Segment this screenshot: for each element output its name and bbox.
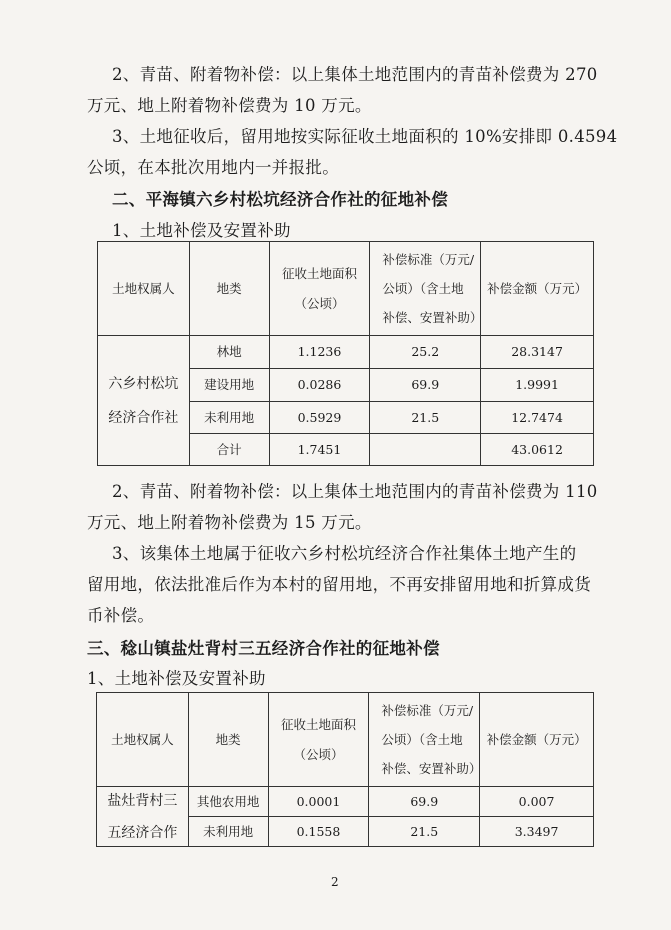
header-area bbox=[269, 242, 370, 336]
row-type: 其他农用地 bbox=[188, 787, 268, 817]
para-3-line-1: 2、青苗、附着物补偿：以上集体土地范围内的青苗补偿费为 110 bbox=[112, 482, 598, 501]
owner-line-2: 五经济合作 bbox=[107, 824, 178, 841]
para-4-line-3: 币补偿。 bbox=[87, 606, 155, 625]
para-1-line-2: 万元、地上附着物补偿费为 10 万元。 bbox=[87, 96, 372, 115]
row-standard: 21.5 bbox=[370, 402, 481, 434]
header-amount: 补偿金额（万元） bbox=[481, 242, 594, 336]
header-standard-line-1: 补偿标准（万元/ bbox=[382, 251, 475, 267]
total-standard bbox=[370, 434, 481, 466]
header-owner: 土地权属人 bbox=[98, 242, 190, 336]
header-standard-line-3: 补偿、安置补助） bbox=[382, 309, 483, 325]
row-amount: 1.9991 bbox=[481, 369, 594, 402]
total-amount: 43.0612 bbox=[481, 434, 594, 466]
row-area: 0.1558 bbox=[268, 817, 369, 847]
para-2-line-1: 3、土地征收后，留用地按实际征收土地面积的 10%安排即 0.4594 bbox=[112, 127, 618, 146]
row-area: 0.5929 bbox=[269, 402, 370, 434]
header-area-line-1: 征收土地面积 bbox=[280, 716, 356, 732]
row-type: 未利用地 bbox=[188, 817, 268, 847]
section-3-heading: 三、稔山镇盐灶背村三五经济合作社的征地补偿 bbox=[87, 639, 440, 658]
para-3-line-2: 万元、地上附着物补偿费为 15 万元。 bbox=[87, 513, 372, 532]
owner-cell bbox=[97, 787, 189, 847]
page-number: 2 bbox=[331, 875, 339, 889]
row-standard: 25.2 bbox=[370, 336, 481, 369]
owner-line-2: 经济合作社 bbox=[108, 409, 179, 426]
para-4-line-1: 3、该集体土地属于征收六乡村松坑经济合作社集体土地产生的 bbox=[112, 544, 577, 563]
compensation-table-2 bbox=[96, 692, 594, 847]
row-area: 0.0286 bbox=[269, 369, 370, 402]
header-area-line-2: （公顷） bbox=[293, 746, 344, 762]
row-amount: 0.007 bbox=[480, 787, 594, 817]
row-area: 0.0001 bbox=[268, 787, 369, 817]
row-amount: 3.3497 bbox=[480, 817, 594, 847]
table-header-row bbox=[97, 693, 594, 787]
header-owner: 土地权属人 bbox=[97, 693, 189, 787]
row-standard: 21.5 bbox=[369, 817, 480, 847]
row-area: 1.1236 bbox=[269, 336, 370, 369]
header-standard bbox=[370, 242, 481, 336]
header-type: 地类 bbox=[189, 242, 269, 336]
table-row bbox=[97, 787, 594, 817]
para-2-line-2: 公顷，在本批次用地内一并报批。 bbox=[87, 158, 339, 177]
section-2-subheading: 1、土地补偿及安置补助 bbox=[112, 221, 291, 240]
row-standard: 69.9 bbox=[370, 369, 481, 402]
row-amount: 12.7474 bbox=[481, 402, 594, 434]
row-standard: 69.9 bbox=[369, 787, 480, 817]
owner-cell bbox=[98, 336, 190, 466]
section-3-subheading: 1、土地补偿及安置补助 bbox=[87, 669, 266, 688]
header-amount: 补偿金额（万元） bbox=[480, 693, 594, 787]
table-header-row bbox=[98, 242, 594, 336]
header-area bbox=[268, 693, 369, 787]
row-type: 未利用地 bbox=[189, 402, 269, 434]
total-label: 合计 bbox=[189, 434, 269, 466]
row-amount: 28.3147 bbox=[481, 336, 594, 369]
para-4-line-2: 留用地，依法批准后作为本村的留用地，不再安排留用地和折算成货 bbox=[87, 575, 591, 594]
header-standard bbox=[369, 693, 480, 787]
header-type: 地类 bbox=[188, 693, 268, 787]
header-standard-line-1: 补偿标准（万元/ bbox=[381, 702, 474, 718]
header-standard-line-3: 补偿、安置补助） bbox=[381, 760, 482, 776]
owner-line-1: 盐灶背村三 bbox=[107, 792, 178, 809]
row-type: 建设用地 bbox=[189, 369, 269, 402]
row-type: 林地 bbox=[189, 336, 269, 369]
header-standard-line-2: 公顷）（含土地 bbox=[381, 731, 463, 747]
section-2-heading: 二、平海镇六乡村松坑经济合作社的征地补偿 bbox=[112, 190, 448, 209]
header-area-line-2: （公顷） bbox=[294, 295, 345, 311]
total-area: 1.7451 bbox=[269, 434, 370, 466]
header-area-line-1: 征收土地面积 bbox=[281, 265, 357, 281]
header-standard-line-2: 公顷）（含土地 bbox=[382, 280, 464, 296]
table-row bbox=[98, 336, 594, 369]
owner-line-1: 六乡村松坑 bbox=[108, 375, 179, 392]
compensation-table-1 bbox=[97, 241, 594, 466]
para-1-line-1: 2、青苗、附着物补偿：以上集体土地范围内的青苗补偿费为 270 bbox=[112, 65, 598, 84]
